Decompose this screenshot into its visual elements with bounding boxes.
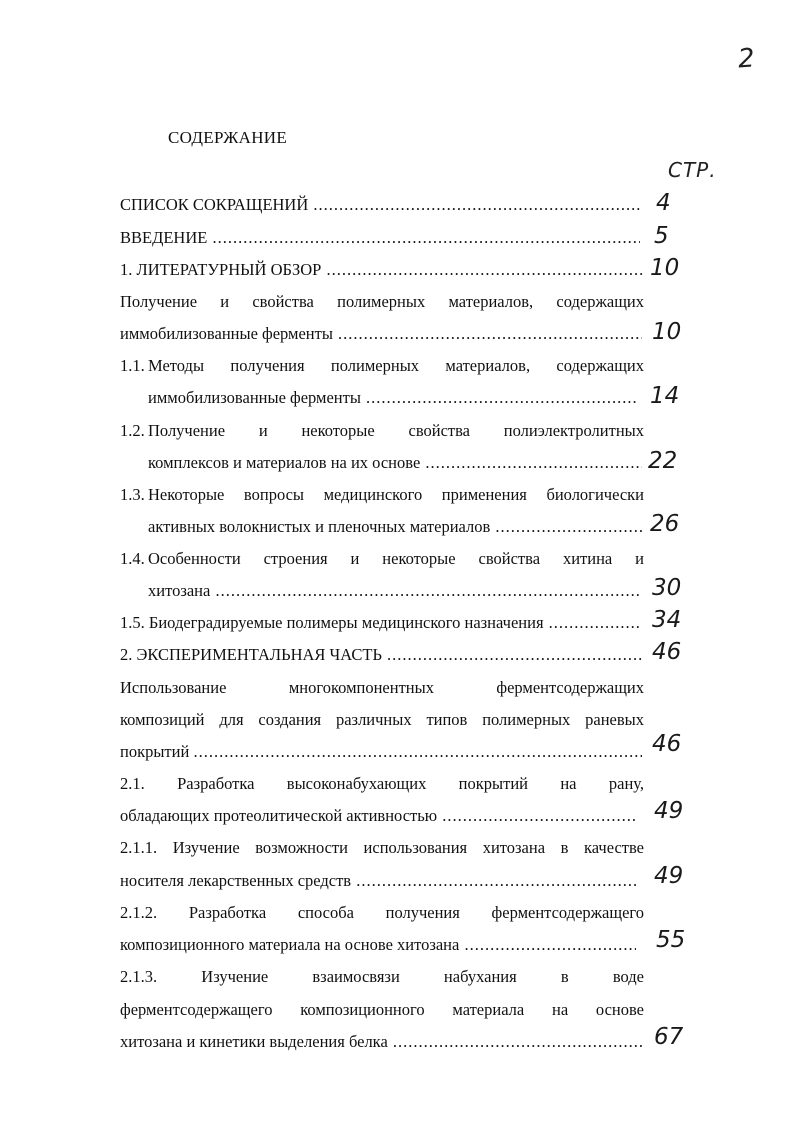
toc-entry-page: 46 [652, 731, 682, 757]
toc-entry-text: ферментсодержащего композиционного материала на основе [120, 1000, 644, 1019]
toc-entry-page: 30 [652, 575, 682, 601]
toc-entry-text: 2.1.2. Разработка способа получения ферментсодержащего [120, 903, 644, 922]
toc-entry-text: иммобилизованные ферменты ..... [120, 324, 642, 344]
toc-entry-text: Использование многокомпонентных ферментсодержащих [120, 678, 644, 697]
toc-entry-text: 2.1.3. Изучение взаимосвязи набухания в воде [120, 967, 644, 986]
toc-entry-text: хитозана ..... [148, 581, 642, 601]
toc-entry-page: 49 [654, 798, 684, 824]
toc-entry-text: ВВЕДЕНИЕ ..... [120, 228, 640, 248]
toc-entry-page: 55 [656, 927, 686, 953]
toc-entry-text: носителя лекарственных средств ..... [120, 871, 636, 891]
toc-entry-text: Особенности строения и некоторые свойства хитина и [148, 549, 644, 568]
toc-entry-text: композиций для создания различных типов полимерных раневых [120, 710, 644, 729]
toc-entry-page: 34 [652, 607, 682, 633]
toc-entry-page: 5 [654, 223, 669, 249]
toc-entry-text: Получение и некоторые свойства полиэлектролитных [148, 421, 644, 440]
toc-entry-text: СПИСОК СОКРАЩЕНИЙ ..... [120, 195, 640, 215]
toc-entry-text: Некоторые вопросы медицинского применения биологически [148, 485, 644, 504]
page-title: СОДЕРЖАНИЕ [168, 128, 288, 147]
toc-entry-page: 10 [650, 255, 680, 281]
page-column-header: СТР. [668, 158, 717, 182]
toc-entry-page: 26 [650, 511, 680, 537]
toc-entry-text: 2. ЭКСПЕРИМЕНТАЛЬНАЯ ЧАСТЬ ..... [120, 645, 644, 665]
toc-entry-page: 14 [650, 383, 680, 409]
toc-entry-text: 1.5. Биодеградируемые полимеры медицинского назначения ..... [120, 613, 642, 633]
toc-entry-text: композиционного материала на основе хитозана ..... [120, 935, 636, 955]
toc-entry-text: 2.1.1. Изучение возможности использования хитозана в качестве [120, 838, 644, 857]
toc-entry-number: 1.3. [120, 485, 145, 504]
toc-entry-page: 49 [654, 863, 684, 889]
page-number: 2 [736, 43, 756, 75]
toc-entry-page: 4 [656, 190, 671, 216]
toc-entry-text: иммобилизованные ферменты ..... [148, 388, 638, 408]
toc-entry-text: хитозана и кинетики выделения белка ..... [120, 1032, 642, 1052]
toc-entry-number: 1.2. [120, 421, 145, 440]
toc-entry-number: 1.1. [120, 356, 145, 375]
toc-entry-page: 22 [648, 448, 678, 474]
toc-entry-page: 46 [652, 639, 682, 665]
toc-entry-number: 1.4. [120, 549, 145, 568]
toc-entry-text: Методы получения полимерных материалов, содержащих [148, 356, 644, 375]
toc-entry-text: активных волокнистых и пленочных материалов ..... [148, 517, 642, 537]
toc-entry-text: обладающих протеолитической активностью ..... [120, 806, 636, 826]
toc-entry-text: покрытий ..... [120, 742, 642, 762]
toc-entry-text: 1. ЛИТЕРАТУРНЫЙ ОБЗОР ..... [120, 260, 644, 280]
toc-entry-page: 10 [652, 319, 682, 345]
toc-entry-text: 2.1. Разработка высоконабухающих покрытий на рану, [120, 774, 644, 793]
toc-entry-text: Получение и свойства полимерных материалов, содержащих [120, 292, 644, 311]
toc-entry-text: комплексов и материалов на их основе ..... [148, 453, 642, 473]
toc-entry-page: 67 [654, 1024, 684, 1050]
